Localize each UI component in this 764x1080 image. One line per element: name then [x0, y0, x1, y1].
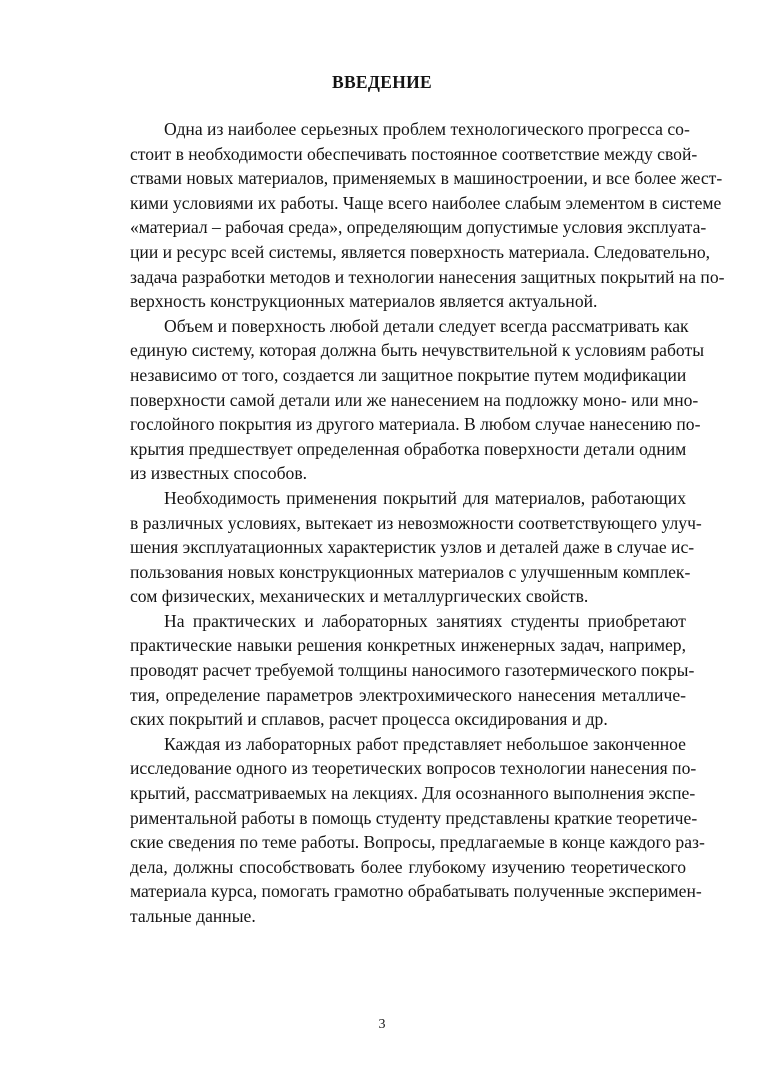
text-line: пользования новых конструкционных материалов с улучшенным комплек- — [130, 561, 691, 582]
text-line: сом физических, механических и металлургических свойств. — [130, 586, 589, 607]
text-line: ские сведения по теме работы. Вопросы, предлагаемые в конце каждого раз- — [130, 832, 705, 853]
body-text — [96, 117, 725, 929]
text-line: материала курса, помогать грамотно обрабатывать полученные эксперимен- — [130, 881, 702, 902]
text-line: Необходимость применения покрытий для материалов, работающих — [164, 487, 686, 508]
text-line: исследование одного из теоретических вопросов технологии нанесения по- — [130, 758, 697, 779]
text-line: ствами новых материалов, применяемых в машиностроении, и все более жест- — [130, 168, 723, 189]
text-line: шения эксплуатационных характеристик узлов и деталей даже в случае ис- — [130, 537, 695, 558]
paragraph-3 — [96, 486, 702, 609]
text-line: кими условиями их работы. Чаще всего наиболее слабым элементом в системе — [130, 192, 722, 213]
paragraph-1 — [96, 117, 725, 314]
text-line: ции и ресурс всей системы, является поверхность материала. Следовательно, — [130, 241, 711, 262]
page-number: 3 — [378, 1017, 386, 1032]
text-line: риментальной работы в помощь студенту представлены краткие теоретиче- — [130, 807, 698, 828]
text-line: На практических и лабораторных занятиях студенты приобретают — [164, 610, 686, 631]
text-line: единую систему, которая должна быть нечувствительной к условиям работы — [130, 340, 705, 361]
text-line: из известных способов. — [130, 463, 308, 484]
text-line: стоит в необходимости обеспечивать постоянное соответствие между свой- — [130, 143, 698, 164]
paragraph-4 — [96, 609, 695, 732]
text-line: гослойного покрытия из другого материала. В любом случае нанесению по- — [130, 414, 701, 435]
text-line: ских покрытий и сплавов, расчет процесса оксидирования и др. — [130, 709, 608, 730]
page-title: ВВЕДЕНИЕ — [331, 72, 433, 92]
text-line: практические навыки решения конкретных инженерных задач, например, — [130, 635, 686, 656]
text-line: крытий, рассматриваемых на лекциях. Для осознанного выполнения экспе- — [130, 783, 696, 804]
text-line: тальные данные. — [130, 906, 256, 926]
paragraph-2 — [96, 314, 705, 486]
text-line: в различных условиях, вытекает из невозможности соответствующего улуч- — [130, 512, 702, 533]
text-line: дела, должны способствовать более глубокому изучению теоретического — [130, 856, 686, 877]
text-line: проводят расчет требуемой толщины наносимого газотермического покры- — [130, 660, 695, 681]
text-line: Объем и поверхность любой детали следует всегда рассматривать как — [164, 315, 689, 336]
text-line: независимо от того, создается ли защитное покрытие путем модификации — [130, 364, 687, 385]
text-line: крытия предшествует определенная обработка поверхности детали одним — [130, 438, 687, 459]
text-line: задача разработки методов и технологии нанесения защитных покрытий на по- — [130, 266, 725, 287]
text-line: тия, определение параметров электрохимического нанесения металличе- — [130, 684, 686, 705]
text-line: «материал – рабочая среда», определяющим допустимые условия эксплуата- — [130, 217, 707, 238]
paragraph-5 — [96, 732, 705, 929]
text-line: Каждая из лабораторных работ представляет небольшое законченное — [164, 733, 686, 754]
text-line: поверхности самой детали или же нанесением на подложку моно- или мно- — [130, 389, 699, 410]
text-line: Одна из наиболее серьезных проблем технологического прогресса со- — [164, 119, 690, 139]
text-line: верхность конструкционных материалов является актуальной. — [130, 291, 598, 312]
